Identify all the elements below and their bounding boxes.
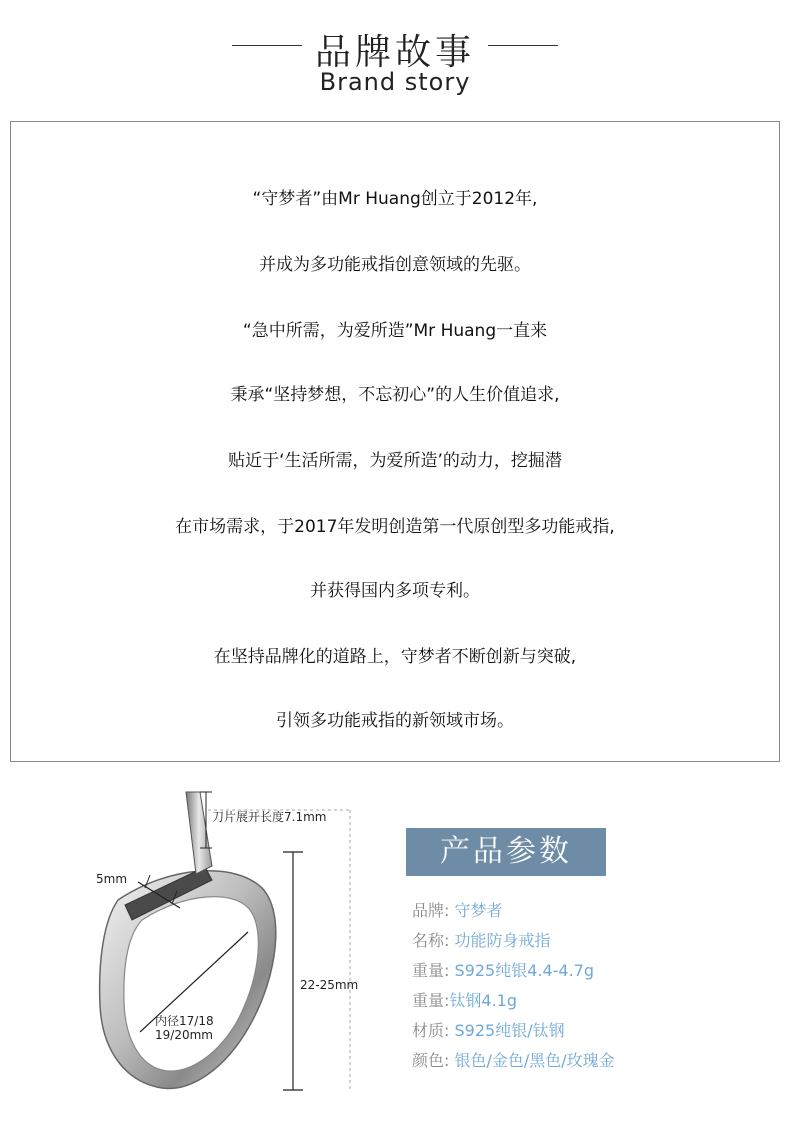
spec-row-weight-silver: [412, 958, 594, 981]
story-line: 在坚持品牌化的道路上，守梦者不断创新与突破,: [213, 647, 577, 667]
spec-value: 功能防身戒指: [449, 931, 551, 950]
spec-key: 材质:: [412, 1021, 450, 1040]
product-params-title: 产品参数: [406, 828, 606, 876]
spec-row-name: [412, 928, 551, 951]
spec-key: 名称:: [412, 931, 450, 950]
blade-length-label: 刀片展开长度7.1mm: [212, 810, 327, 824]
blade: [186, 792, 212, 874]
spec-value: 银色/金色/黑色/玫瑰金: [449, 1051, 615, 1070]
story-line: 并成为多功能戒指创意领域的先驱。: [259, 255, 531, 275]
story-line: “守梦者”由Mr Huang创立于2012年,: [252, 189, 538, 209]
brand-story-header: [0, 0, 790, 110]
spec-key: 颜色:: [412, 1051, 450, 1070]
inner-diameter-label-1: 内径17/18: [155, 1014, 214, 1028]
story-line: 并获得国内多项专利。: [310, 581, 480, 601]
spec-row-material: [412, 1018, 565, 1041]
header-subtitle: Brand story: [319, 68, 471, 96]
width-label: 5mm: [96, 872, 128, 886]
spec-row-brand: [412, 898, 503, 921]
story-line: 引领多功能戒指的新领域市场。: [276, 711, 514, 731]
height-label: 22-25mm: [300, 978, 359, 992]
spec-value: S925纯银/钛钢: [449, 1021, 565, 1040]
header-title: 品牌故事: [314, 32, 475, 73]
story-line: 贴近于‘生活所需，为爱所造’的动力，挖掘潜: [228, 451, 562, 471]
ring-spec-section: [0, 770, 790, 1137]
spec-value: S925纯银4.4-4.7g: [449, 961, 595, 980]
spec-row-weight-steel: [412, 988, 517, 1011]
story-line: 秉承“坚持梦想，不忘初心”的人生价值追求,: [230, 385, 560, 405]
brand-story-box: [10, 121, 780, 762]
spec-key: 品牌:: [412, 901, 450, 920]
inner-diameter-label-2: 19/20mm: [155, 1028, 213, 1042]
story-line: 在市场需求，于2017年发明创造第一代原创型多功能戒指,: [175, 517, 615, 537]
spec-key: 重量:: [412, 961, 450, 980]
spec-key: 重量:: [412, 991, 450, 1010]
header-rule-right: [488, 45, 558, 46]
ring-diagram: [0, 770, 390, 1137]
spec-value: 钛钢4.1g: [449, 991, 518, 1010]
spec-row-color: [412, 1048, 615, 1071]
story-line: “急中所需，为爱所造”Mr Huang一直来: [242, 321, 548, 341]
spec-value: 守梦者: [449, 901, 503, 920]
